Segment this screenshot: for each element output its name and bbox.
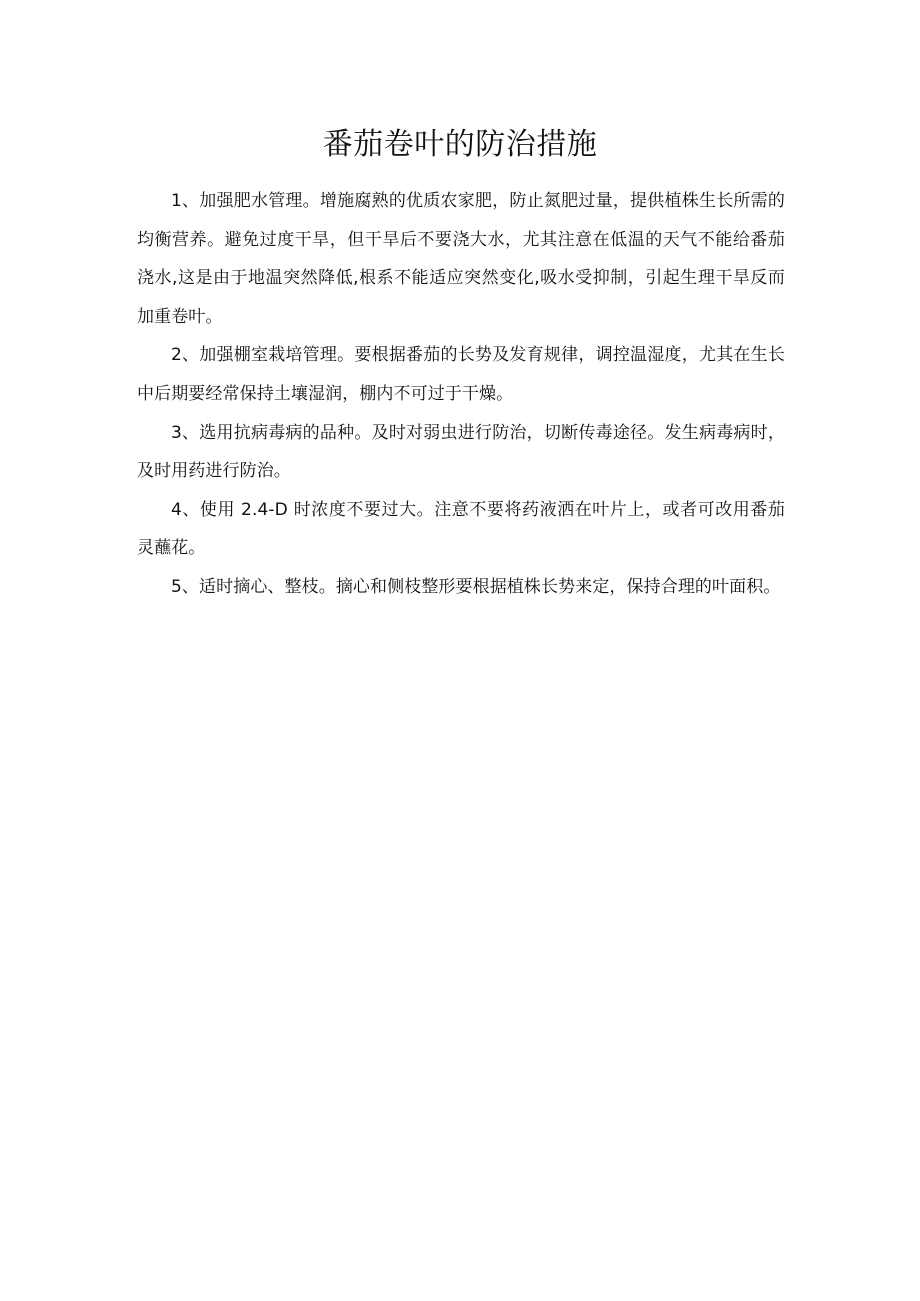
page-title: 番茄卷叶的防治措施	[322, 127, 598, 162]
document-body	[137, 182, 785, 607]
paragraph-3: 3、选用抗病毒病的品种。及时对弱虫进行防治，切断传毒途径。发生病毒病时，及时用药进行防治。	[137, 422, 785, 482]
paragraph-1: 1、加强肥水管理。增施腐熟的优质农家肥，防止氮肥过量，提供植株生长所需的均衡营养。避免过度干旱，但干旱后不要浇大水，尤其注意在低温的天气不能给番茄浇水,这是由于地温突然降低,根系不能适应突然变化,吸水受抑制，引起生理干旱反而加重卷叶。	[137, 191, 785, 327]
paragraph-5: 5、适时摘心、整枝。摘心和侧枝整形要根据植株长势来定，保持合理的叶面积。	[171, 576, 781, 597]
paragraph-4: 4、使用 2.4-D 时浓度不要过大。注意不要将药液洒在叶片上，或者可改用番茄灵蘸花。	[137, 499, 785, 559]
paragraph-2: 2、加强棚室栽培管理。要根据番茄的长势及发育规律，调控温湿度，尤其在生长中后期要经常保持土壤湿润，棚内不可过于干燥。	[137, 345, 785, 404]
